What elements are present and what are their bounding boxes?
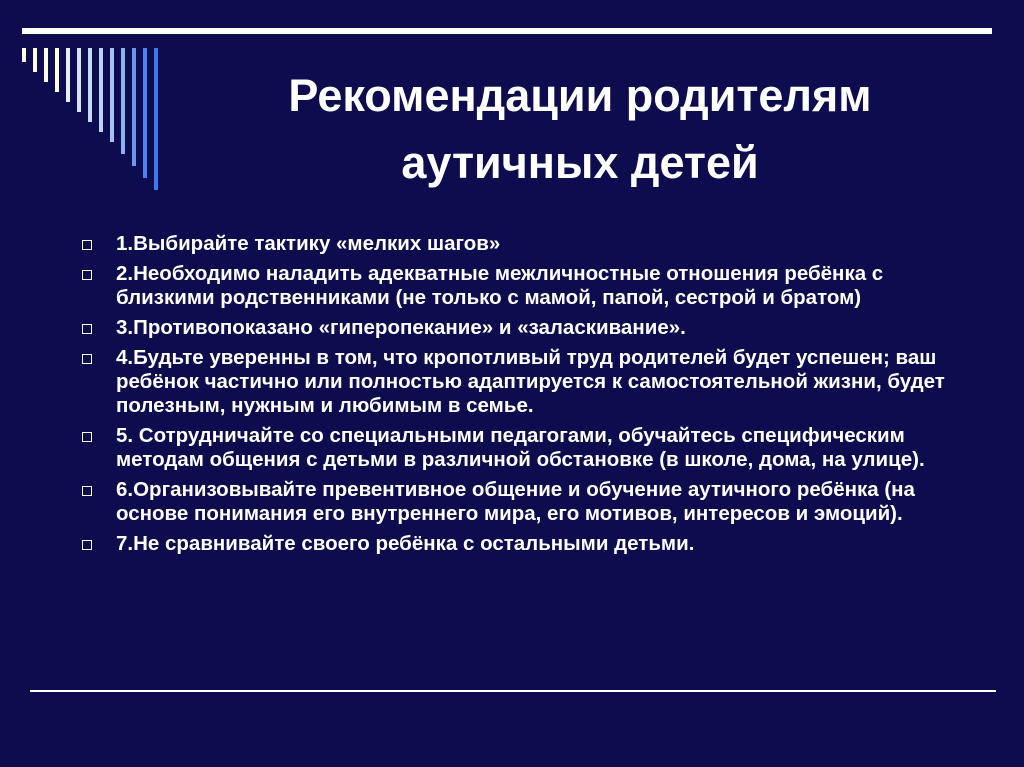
hollow-square-bullet-icon [82,240,92,250]
stripes-decoration [22,48,172,208]
hollow-square-bullet-icon [82,270,92,280]
stripe [44,48,48,82]
stripe [99,48,103,132]
hollow-square-bullet-icon [82,486,92,496]
list-item-text: 5. Сотрудничайте со специальными педагогами, обучайтесь специфическим методам общения с детьми в различной обстановке (в школе, дома, на улице). [116,424,925,471]
stripe [66,48,70,102]
list-item [78,262,958,310]
stripe [110,48,114,142]
top-rule [22,28,992,34]
hollow-square-bullet-icon [82,324,92,334]
slide-title [180,62,980,196]
title-line-1: Рекомендации родителям [288,70,872,121]
list-item-text: 2.Необходимо наладить адекватные межличностные отношения ребёнка с близкими родственниками (не только с мамой, папой, сестрой и братом) [116,262,884,309]
hollow-square-bullet-icon [82,432,92,442]
hollow-square-bullet-icon [82,354,92,364]
bottom-rule [30,690,996,692]
list-item [78,346,958,418]
list-item-text: 3.Противопоказано «гиперопекание» и «заласкивание». [116,316,686,339]
stripe [143,48,147,178]
stripe [132,48,136,166]
list-item [78,232,958,256]
list-item-text: 6.Организовывайте превентивное общение и обучение аутичного ребёнка (на основе понимания его внутреннего мира, его мотивов, интересов и эмоций). [116,478,915,525]
list-item-text: 7.Не сравнивайте своего ребёнка с остальными детьми. [116,532,695,555]
list-item-text: 4.Будьте уверенны в том, что кропотливый труд родителей будет успешен; ваш ребёнок частично или полностью адаптируется к самостоятельной жизни, будет полезным, нужным и любимым в семье. [116,346,945,417]
stripe [121,48,125,154]
stripe [33,48,37,72]
stripe [88,48,92,122]
recommendations-list [78,232,958,562]
title-line-2: аутичных детей [401,137,759,188]
hollow-square-bullet-icon [82,540,92,550]
list-item [78,424,958,472]
stripe [77,48,81,112]
list-item-text: 1.Выбирайте тактику «мелких шагов» [116,232,501,255]
list-item [78,316,958,340]
list-item [78,532,958,556]
stripe [55,48,59,92]
stripe [154,48,158,190]
list-item [78,478,958,526]
stripe [22,48,26,62]
